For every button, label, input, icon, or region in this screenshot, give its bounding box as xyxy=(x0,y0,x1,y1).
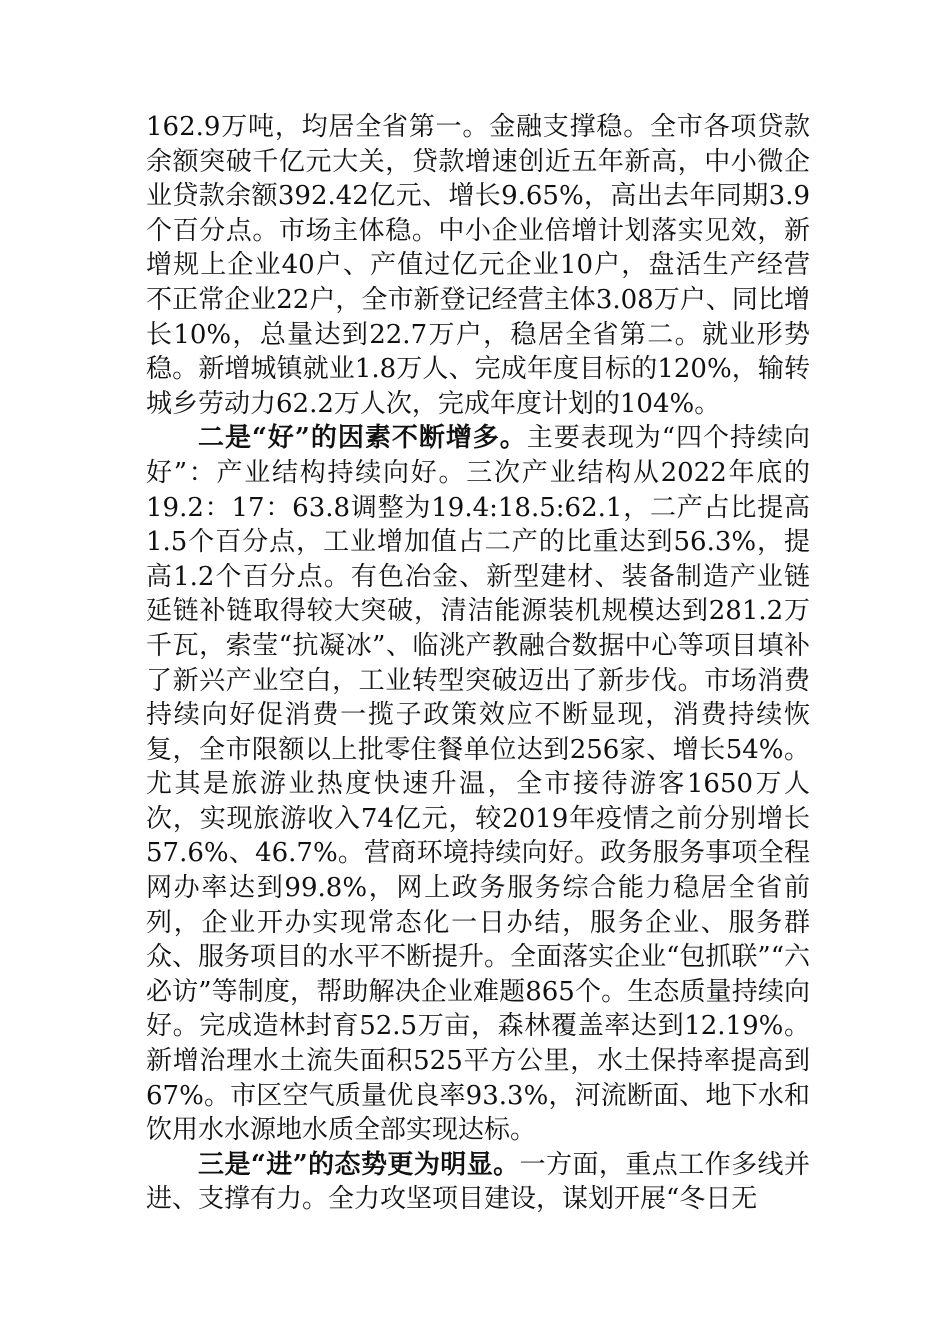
paragraph-1 xyxy=(146,110,810,421)
paragraph-3-lead: 三是“进”的态势更为明显。 xyxy=(198,1149,520,1180)
paragraph-3 xyxy=(146,1148,810,1217)
paragraph-2 xyxy=(146,421,810,1147)
document-page xyxy=(146,110,810,1217)
paragraph-1-body: 162.9万吨，均居全省第一。金融支撑稳。全市各项贷款余额突破千亿元大关，贷款增速创近五年新高，中小微企业贷款余额392.42亿元、增长9.65%，高出去年同期3.9个百分点。市场主体稳。中小企业倍增计划落实见效，新增规上企业40户、产值过亿元企业10户，盘活生产经营不正常企业22户，全市新登记经营主体3.08万户、同比增长10%，总量达到22.7万户，稳居全省第二。就业形势稳。新增城镇就业1.8万人、完成年度目标的120%，输转城乡劳动力62.2万人次，完成年度计划的104%。 xyxy=(146,112,810,419)
paragraph-3-body: 一方面，重点工作多线并进、支撑有力。全力攻坚项目建设，谋划开展“冬日无 xyxy=(146,1149,810,1215)
paragraph-2-body: 主要表现为“四个持续向好”：产业结构持续向好。三次产业结构从2022年底的19.2：17：63.8调整为19.4:18.5:62.1，二产占比提高1.5个百分点，工业增加值占二产的比重达到56.3%，提高1.2个百分点。有色冶金、新型建材、装备制造产业链延链补链取得较大突破，清洁能源装机规模达到281.2万千瓦，索莹“抗凝冰”、临洮产教融合数据中心等项目填补了新兴产业空白，工业转型突破迈出了新步伐。市场消费持续向好促消费一揽子政策效应不断显现，消费持续恢复，全市限额以上批零住餐单位达到256家、增长54%。尤其是旅游业热度快速升温，全市接待游客1650万人次，实现旅游收入74亿元，较2019年疫情之前分别增长57.6%、46.7%。营商环境持续向好。政务服务事项全程网办率达到99.8%，网上政务服务综合能力稳居全省前列，企业开办实现常态化一日办结，服务企业、服务群众、服务项目的水平不断提升。全面落实企业“包抓联”“六必访”等制度，帮助解决企业难题865个。生态质量持续向好。完成造林封育52.5万亩，森林覆盖率达到12.19%。新增治理水土流失面积525平方公里，水土保持率提高到67%。市区空气质量优良率93.3%，河流断面、地下水和饮用水水源地水质全部实现达标。 xyxy=(146,423,810,1146)
paragraph-2-lead: 二是“好”的因素不断增多。 xyxy=(198,423,527,454)
